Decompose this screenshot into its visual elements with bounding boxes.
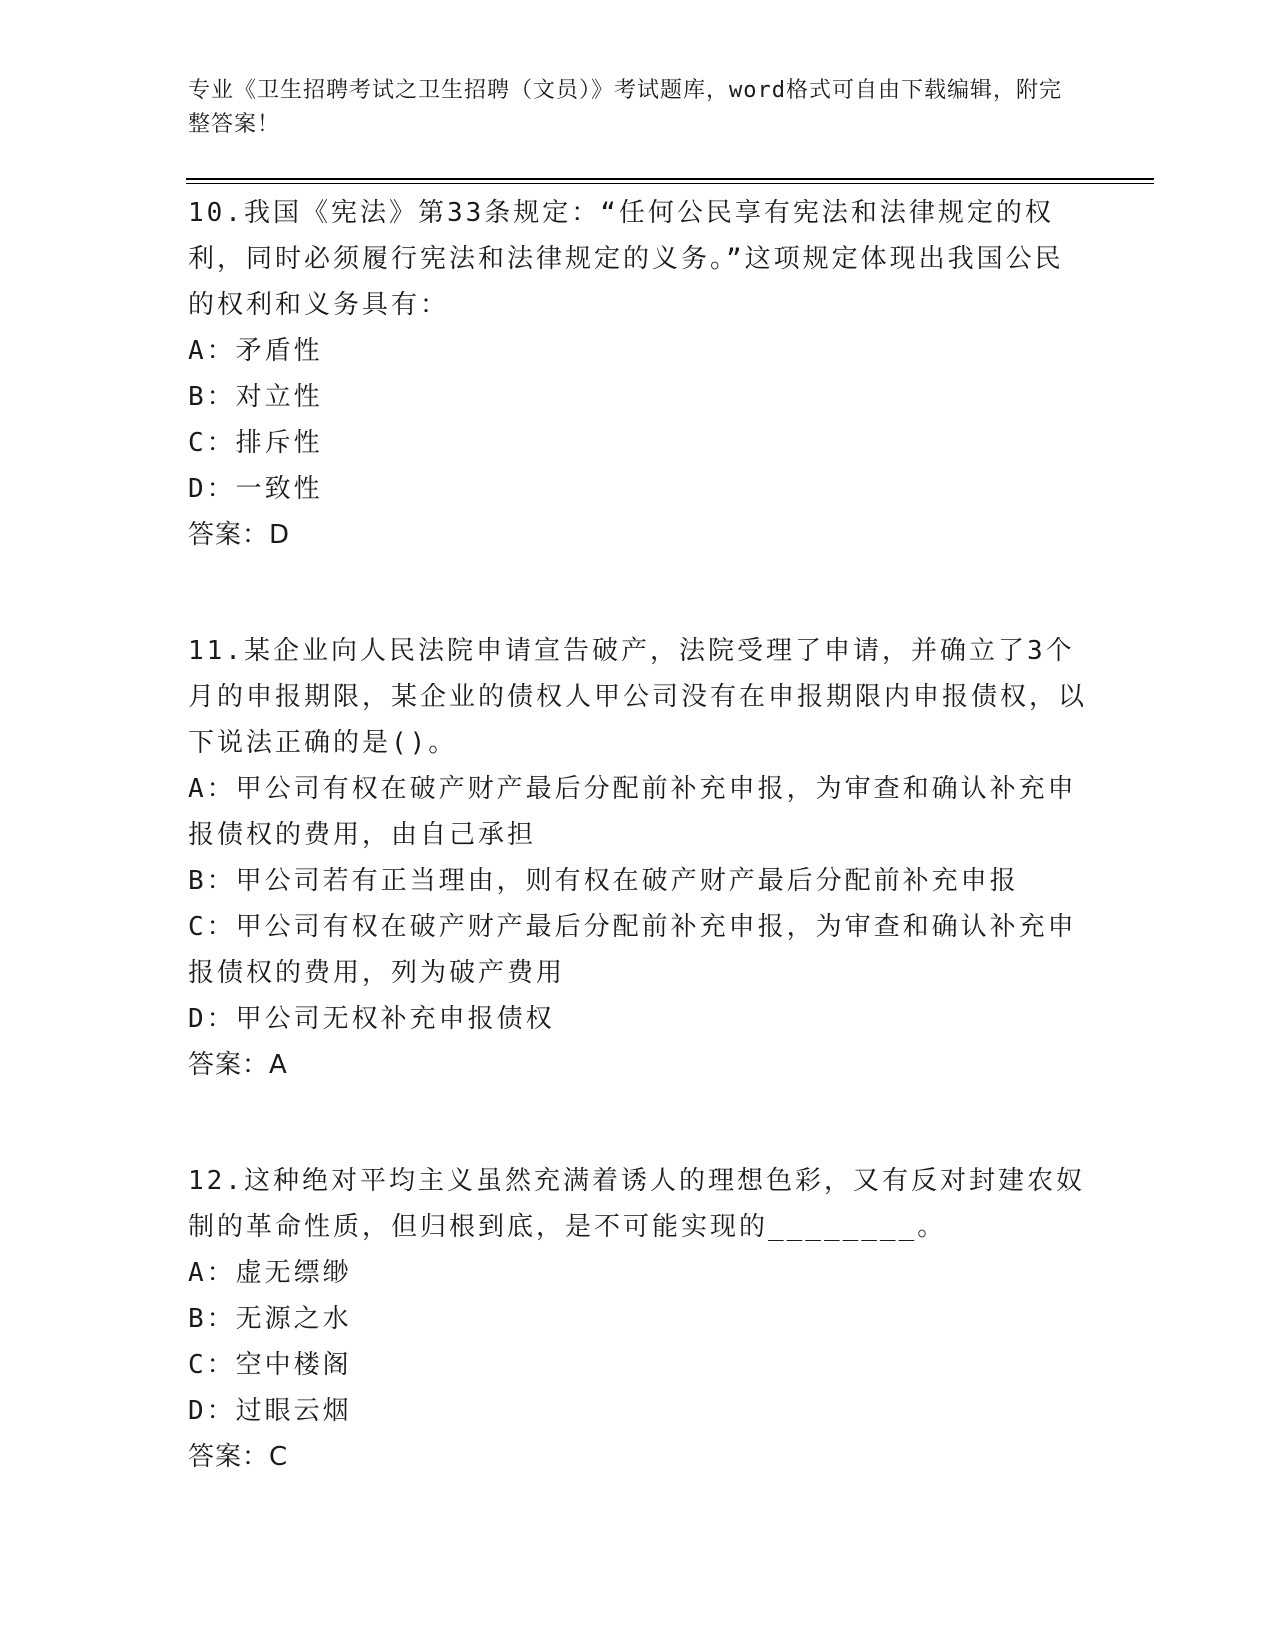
question-10 [188,190,1088,558]
option-c: C：空中楼阁 [188,1350,352,1380]
header-divider [186,178,1154,180]
option-b: B：对立性 [188,382,323,412]
option-a: A：虚无缥缈 [188,1258,352,1288]
option-d: D：甲公司无权补充申报债权 [188,1004,555,1034]
question-12 [188,1158,1088,1480]
answer: 答案：D [188,520,291,550]
answer: 答案：A [188,1050,288,1080]
option-b: B：无源之水 [188,1304,352,1334]
option-c: C：排斥性 [188,428,323,458]
question-list [188,190,1088,1480]
question-stem: 12.这种绝对平均主义虽然充满着诱人的理想色彩，又有反对封建农奴制的革命性质，但归根到底，是不可能实现的________。 [188,1166,1085,1242]
option-d: D：过眼云烟 [188,1396,352,1426]
option-a: A：甲公司有权在破产财产最后分配前补充申报，为审查和确认补充申报债权的费用，由自己承担 [188,774,1077,850]
question-stem: 10.我国《宪法》第33条规定：“任何公民享有宪法和法律规定的权利，同时必须履行宪法和法律规定的义务。”这项规定体现出我国公民的权利和义务具有： [188,198,1064,320]
document-header: 专业《卫生招聘考试之卫生招聘（文员）》考试题库，word格式可自由下载编辑，附完整答案！ [188,78,1062,137]
question-11 [188,628,1088,1088]
header-divider-thin [186,183,1154,184]
option-a: A：矛盾性 [188,336,323,366]
option-d: D：一致性 [188,474,323,504]
option-b: B：甲公司若有正当理由，则有权在破产财产最后分配前补充申报 [188,866,1019,896]
option-c: C：甲公司有权在破产财产最后分配前补充申报，为审查和确认补充申报债权的费用，列为破产费用 [188,912,1077,988]
question-stem: 11.某企业向人民法院申请宣告破产，法院受理了申请，并确立了3个月的申报期限，某企业的债权人甲公司没有在申报期限内申报债权，以下说法正确的是()。 [188,636,1088,758]
answer: 答案：C [188,1442,289,1472]
